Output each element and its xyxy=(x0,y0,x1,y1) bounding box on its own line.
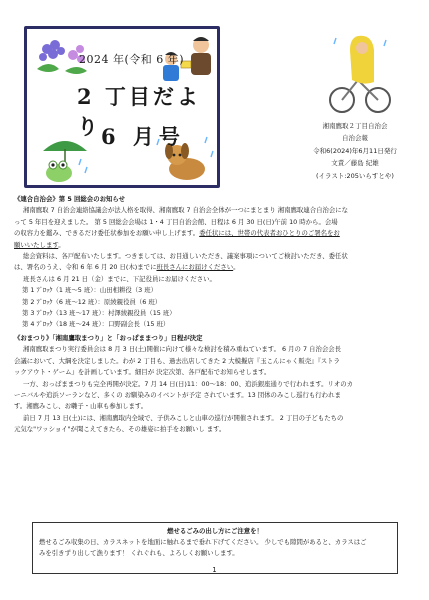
paragraph-line: 総会資料は、各戸配布いたします。つきましては、お目通しいただき、議案事項についてご検討いただき、委任状 xyxy=(23,252,348,261)
paragraph-line: 一方、おっぱままつりも完全再開が決定。7 月 14 日(日)11：00～18：00、追浜銀座通りで行われます。リオのカ xyxy=(23,379,354,388)
text-span: の収容力を鑑み、できるだけ委任状参加をお願い申し上げます。 xyxy=(14,229,200,238)
paragraph-line: 会議において、大綱を決定しました。わが 2 丁目も、過去出店してきた 2 大模擬店『玉こんにゃく販売』『ストラ xyxy=(14,356,340,365)
paragraph-line: 前日 7 月 13 日(土)には、湘南鷹取内全域で、子供みこしと山車の巡行が開催されます。 2 丁目の子どもたちの xyxy=(23,413,344,422)
article-body xyxy=(14,194,414,436)
paragraph-line xyxy=(14,262,414,273)
text-span: 。 xyxy=(233,263,240,272)
underlined-text: 委任状には、世帯の代表者おひとりのご署名をお xyxy=(199,229,340,238)
publish-date: 令和6(2024)年6月11日発行 xyxy=(313,147,397,155)
block-assignment: 第 1 ﾌﾞﾛｯｸ（1 班～5 班）：山田相耕役（3 班） xyxy=(22,286,158,295)
block-assignment: 第 3 ﾌﾞﾛｯｸ（13 班～17 班）：村澤綾親役員（15 班） xyxy=(22,309,176,318)
underlined-text: 願いいたします xyxy=(14,240,59,249)
notice-line: みを引きずり出して漁ります！ くれぐれも、よろしくお願いします。 xyxy=(39,549,239,557)
paragraph-line: 元気な"ワッショイ"が聞こえてきたら、その雄姿に拍手をお願いし ます。 xyxy=(14,425,226,434)
block-assignment: 第 2 ﾌﾞﾛｯｸ（6 班～12 班）：原綾親役員（6 班） xyxy=(22,297,162,306)
publisher-org: 湘南鷹取２丁目自治会 xyxy=(322,122,388,130)
title-frame xyxy=(24,26,220,188)
page-number: 1 xyxy=(212,566,217,574)
issue-month: 6 月号 xyxy=(101,124,185,149)
underlined-text: 班長さんにお届けください xyxy=(156,263,234,272)
cyclist-icon xyxy=(328,30,392,118)
paragraph-line xyxy=(14,228,414,239)
notice-line: 燃せるごみ収集の日、カラスネットを地面に触れるまで垂れ下げてください。 少しでも隙間があると、カラスはご xyxy=(39,538,367,546)
section-heading-general-meeting: 《連合自治会》第 5 回総会のお知らせ xyxy=(14,195,125,203)
paragraph-line: ーニバルや追浜ソーランなど、多くの お馴染みのイベントが予定 されています。13 団体のみこし巡行も行われま xyxy=(14,390,341,399)
text-span: は、署名のうえ、令和 6 年 6 月 20 日(木)までに xyxy=(14,263,157,272)
editor: 文責／藤島 紀雄 xyxy=(331,159,379,167)
block-assignment: 第 4 ﾌﾞﾛｯｸ（18 班～24 班）：口野副会長（15 班） xyxy=(22,320,170,329)
paragraph-line: ックアウト・ゲーム』を計画しています。細目が 決定次第、各戸配布でお知らせします。 xyxy=(14,368,271,377)
paragraph-line: 湘南鷹取 7 自治会連絡協議会が法人格を取得、湘南鷹取 7 自治会全体が一つにまとまり 湘南鷹取連合自治会にな xyxy=(23,206,349,215)
section-heading-festival: 《おまつり》「湘南鷹取まつり」と「おっぱままつり」日程が決定 xyxy=(14,333,203,342)
paragraph-line xyxy=(14,240,414,251)
paragraph-line: 班長さんは 6 月 21 日（金）までに、下記役員にお届けください。 xyxy=(23,274,216,283)
paragraph-line: 湘南鷹取まつり実行委員会は 8 月 3 日(土)開催に向けて様々な検討を積み重ねています。 6 月の 7 自治会会長 xyxy=(23,345,342,354)
newsletter-title: 2 丁目だより xyxy=(77,84,201,139)
text-span: 。 xyxy=(58,240,65,249)
publisher-sub: 自治会報 xyxy=(342,134,368,142)
notice-title: 燃せるごみの出し方にご注意を！ xyxy=(167,527,263,535)
paragraph-line: って 5 年目を迎えました。 第 5 回総会会場は 1・4 丁目自治会館、日程は 6 月 30 日(日)午前 10 時から。会場 xyxy=(14,217,338,226)
illustration-credit: (イラスト:205いらすとや) xyxy=(316,172,394,180)
issue-year: 2024 年(令和 6 年) xyxy=(79,53,185,66)
paragraph-line: す。湘鷹みこし、お囃子・山車も参加します。 xyxy=(14,402,148,411)
